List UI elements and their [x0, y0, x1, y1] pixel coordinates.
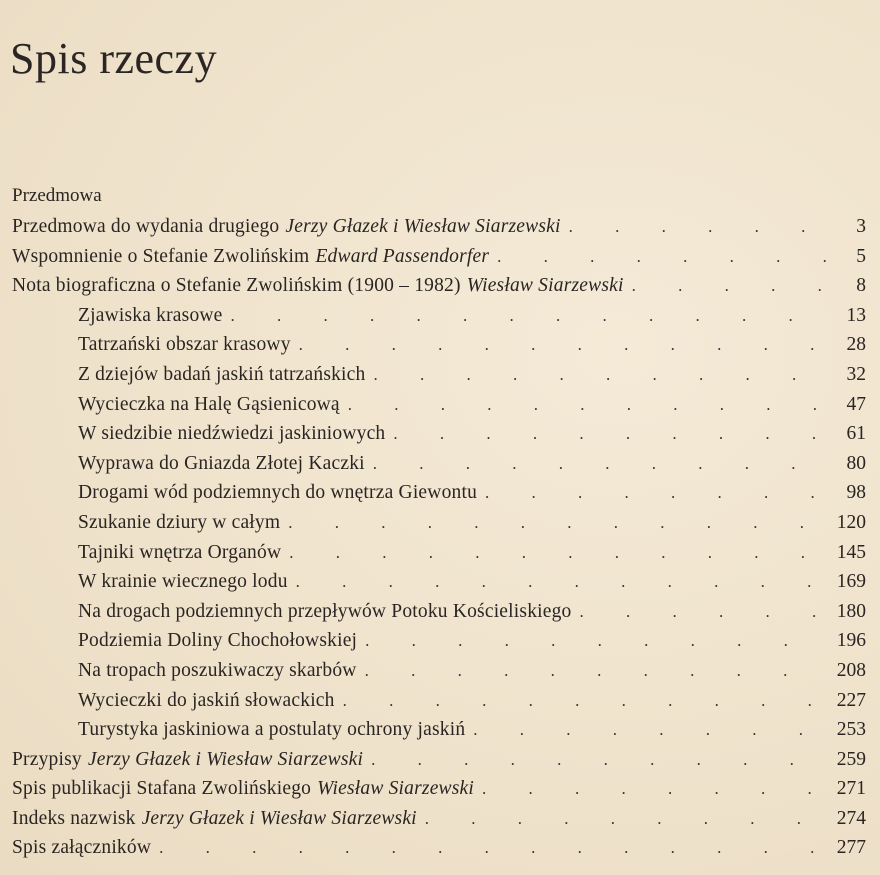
- dot-leader: [465, 715, 826, 745]
- toc-entry-page-number: 259: [836, 748, 866, 770]
- toc-entry-title: Spis załączników: [12, 837, 152, 859]
- toc-entry: [0, 449, 880, 479]
- toc-entry-title: Podziemia Doliny Chochołowskiej: [78, 630, 358, 652]
- toc-entry-page-number: 32: [846, 363, 866, 385]
- toc-entry-page-number: 3: [856, 216, 866, 237]
- toc-entry-title: Indeks nazwisk Jerzy Głazek i Wiesław Siarzewski: [12, 807, 417, 829]
- toc-entry-title: Zjawiska krasowe: [78, 304, 223, 326]
- section-heading: Przedmowa: [12, 185, 102, 206]
- dot-leader: [489, 242, 826, 272]
- toc-entry-title: W siedzibie niedźwiedzi jaskiniowych: [78, 423, 386, 445]
- toc-entry: [0, 301, 880, 331]
- dot-leader: [561, 212, 826, 242]
- toc-entry-page-number: 253: [836, 719, 866, 741]
- toc-entry-page-number: 145: [836, 541, 866, 563]
- dot-leader: [291, 330, 826, 360]
- toc-entry-page-number: 227: [836, 689, 866, 711]
- toc-entry-page-number: 28: [846, 334, 866, 356]
- toc-entry-page-number: 61: [846, 423, 866, 445]
- toc-entry: [0, 360, 880, 390]
- toc-entry: [0, 419, 880, 449]
- toc-entry-title: Tatrzański obszar krasowy: [78, 334, 291, 356]
- toc-entry-page-number: 169: [836, 571, 866, 593]
- dot-leader: [335, 686, 826, 716]
- toc-entry-title: Drogami wód podziemnych do wnętrza Giewontu: [78, 482, 478, 504]
- toc-entry-page-number: 98: [846, 482, 866, 504]
- dot-leader: [572, 597, 826, 627]
- toc-entry: [0, 745, 880, 775]
- dot-leader: [357, 626, 826, 656]
- toc-entry-page-number: 47: [846, 393, 866, 415]
- dot-leader: [477, 478, 826, 508]
- toc-entry: [0, 774, 880, 804]
- toc-entry: [0, 833, 880, 863]
- table-of-contents: [0, 212, 880, 863]
- dot-leader: [624, 271, 826, 301]
- toc-entry-page-number: 8: [856, 275, 866, 297]
- toc-entry-page-number: 196: [836, 630, 866, 652]
- dot-leader: [474, 774, 826, 804]
- dot-leader: [365, 449, 826, 479]
- toc-entry-title: Na drogach podziemnych przepływów Potoku Kościeliskiego: [78, 600, 572, 622]
- dot-leader: [357, 656, 826, 686]
- toc-entry-page-number: 208: [836, 659, 866, 681]
- dot-leader: [363, 745, 826, 775]
- dot-leader: [281, 538, 826, 568]
- toc-entry-page-number: 180: [836, 600, 866, 622]
- toc-entry: [0, 478, 880, 508]
- toc-entry-page-number: 13: [846, 304, 866, 326]
- toc-entry: [0, 656, 880, 686]
- toc-entry-title: Na tropach poszukiwaczy skarbów: [78, 659, 357, 681]
- toc-entry: [0, 508, 880, 538]
- toc-entry: [0, 242, 880, 272]
- toc-entry-page-number: 5: [856, 245, 866, 267]
- toc-entry: [0, 330, 880, 360]
- toc-entry-page-number: 274: [836, 807, 866, 829]
- dot-leader: [280, 508, 826, 538]
- toc-entry-title: Wyprawa do Gniazda Złotej Kaczki: [78, 452, 365, 474]
- toc-entry-title: Turystyka jaskiniowa a postulaty ochrony jaskiń: [78, 719, 466, 741]
- toc-entry-title: Przypisy Jerzy Głazek i Wiesław Siarzewski: [12, 748, 364, 770]
- toc-entry: [0, 597, 880, 627]
- toc-entry-page-number: 120: [836, 511, 866, 533]
- toc-entry-title: Wspomnienie o Stefanie Zwolińskim Edward Passendorfer: [12, 245, 490, 267]
- toc-entry-title: W krainie wiecznego lodu: [78, 571, 288, 593]
- toc-entry: [0, 715, 880, 745]
- toc-entry: [0, 271, 880, 301]
- toc-entry-author: Wiesław Siarzewski: [466, 275, 624, 297]
- dot-leader: [340, 390, 826, 420]
- toc-entry: [0, 212, 880, 242]
- toc-entry-title: Szukanie dziury w całym: [78, 511, 281, 533]
- toc-entry-title: Z dziejów badań jaskiń tatrzańskich: [78, 363, 366, 385]
- dot-leader: [417, 804, 826, 834]
- toc-entry-author: Jerzy Głazek i Wiesław Siarzewski: [87, 748, 364, 770]
- toc-entry: [0, 567, 880, 597]
- dot-leader: [385, 419, 826, 449]
- toc-entry: [0, 626, 880, 656]
- toc-entry: [0, 686, 880, 716]
- toc-entry: [0, 804, 880, 834]
- toc-entry-author: Edward Passendorfer: [315, 245, 490, 267]
- toc-entry-author: Wiesław Siarzewski: [317, 778, 475, 800]
- toc-entry-title: Wycieczka na Halę Gąsienicową: [78, 393, 340, 415]
- toc-entry-title: Wycieczki do jaskiń słowackich: [78, 689, 335, 711]
- toc-entry-title: Spis publikacji Stafana Zwolińskiego Wiesław Siarzewski: [12, 778, 475, 800]
- page-title: Spis rzeczy: [10, 34, 218, 84]
- dot-leader: [223, 301, 826, 331]
- toc-entry-title: Nota biograficzna o Stefanie Zwolińskim (1900 – 1982) Wiesław Siarzewski: [12, 275, 624, 297]
- toc-entry-title: Tajniki wnętrza Organów: [78, 541, 282, 563]
- toc-entry: [0, 390, 880, 420]
- toc-entry-page-number: 80: [846, 452, 866, 474]
- toc-entry-page-number: 277: [836, 837, 866, 859]
- toc-entry-author: Jerzy Głazek i Wiesław Siarzewski: [141, 807, 417, 829]
- toc-entry-page-number: 271: [836, 778, 866, 800]
- dot-leader: [365, 360, 826, 390]
- toc-entry-author: Jerzy Głazek i Wiesław Siarzewski: [285, 216, 561, 237]
- toc-entry-title: Przedmowa do wydania drugiego Jerzy Głazek i Wiesław Siarzewski: [12, 216, 561, 237]
- dot-leader: [151, 833, 826, 863]
- toc-entry: [0, 538, 880, 568]
- dot-leader: [288, 567, 826, 597]
